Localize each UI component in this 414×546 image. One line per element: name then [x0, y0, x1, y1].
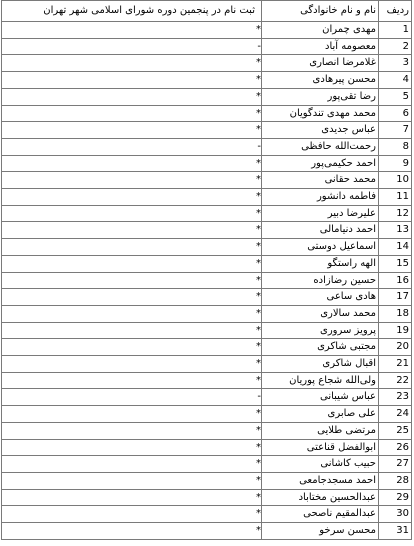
registration-mark: *	[256, 458, 261, 470]
row-index: 24	[379, 406, 412, 423]
row-status	[2, 356, 262, 373]
candidate-sheet	[1, 0, 412, 540]
row-index: 31	[379, 523, 412, 540]
row-status	[2, 289, 262, 306]
table-row	[2, 105, 412, 122]
row-status	[2, 305, 262, 322]
registration-mark: -	[257, 140, 261, 152]
row-name: حبیب کاشانی	[262, 456, 379, 473]
row-status	[2, 406, 262, 423]
table-row	[2, 55, 412, 72]
table-row	[2, 339, 412, 356]
row-status	[2, 222, 262, 239]
row-name: رحمت‌الله حافظی	[262, 138, 379, 155]
registration-mark: *	[256, 274, 261, 286]
row-status	[2, 172, 262, 189]
row-status	[2, 439, 262, 456]
table-row	[2, 122, 412, 139]
row-name: معصومه آباد	[262, 38, 379, 55]
row-name: عباس شیبانی	[262, 389, 379, 406]
row-status	[2, 105, 262, 122]
row-index: 23	[379, 389, 412, 406]
row-status	[2, 22, 262, 39]
row-name: عباس جدیدی	[262, 122, 379, 139]
row-status	[2, 272, 262, 289]
registration-mark: *	[256, 358, 261, 370]
row-name: علی صابری	[262, 406, 379, 423]
row-index: 14	[379, 239, 412, 256]
row-status	[2, 55, 262, 72]
row-index: 22	[379, 372, 412, 389]
row-index: 10	[379, 172, 412, 189]
row-index: 26	[379, 439, 412, 456]
row-name: محمد مهدی تندگویان	[262, 105, 379, 122]
row-index: 3	[379, 55, 412, 72]
row-name: احمد مسجدجامعی	[262, 472, 379, 489]
table-row	[2, 189, 412, 206]
row-index: 8	[379, 138, 412, 155]
table-row	[2, 172, 412, 189]
table-row	[2, 255, 412, 272]
row-index: 15	[379, 255, 412, 272]
row-index: 6	[379, 105, 412, 122]
row-index: 30	[379, 506, 412, 523]
row-index: 21	[379, 356, 412, 373]
row-name: محسن سرخو	[262, 523, 379, 540]
registration-mark: *	[256, 257, 261, 269]
row-index: 20	[379, 339, 412, 356]
row-name: حسین رضازاده	[262, 272, 379, 289]
row-name: غلامرضا انصاری	[262, 55, 379, 72]
row-status	[2, 489, 262, 506]
row-status	[2, 138, 262, 155]
row-status	[2, 322, 262, 339]
row-index: 17	[379, 289, 412, 306]
table-row	[2, 72, 412, 89]
table-row	[2, 289, 412, 306]
table-row	[2, 305, 412, 322]
registration-mark: *	[256, 157, 261, 169]
table-row	[2, 239, 412, 256]
row-name: علیرضا دبیر	[262, 205, 379, 222]
row-index: 11	[379, 189, 412, 206]
row-name: محمد سالاری	[262, 305, 379, 322]
row-name: مهدی چمران	[262, 22, 379, 39]
row-name: الهه راستگو	[262, 255, 379, 272]
row-index: 28	[379, 472, 412, 489]
registration-mark: *	[256, 424, 261, 436]
registration-mark: *	[256, 441, 261, 453]
row-name: هادی ساعی	[262, 289, 379, 306]
row-name: مرتضی طلایی	[262, 422, 379, 439]
row-index: 12	[379, 205, 412, 222]
row-index: 18	[379, 305, 412, 322]
row-index: 16	[379, 272, 412, 289]
row-status	[2, 255, 262, 272]
row-status	[2, 72, 262, 89]
row-index: 1	[379, 22, 412, 39]
registration-mark: *	[256, 341, 261, 353]
row-name: محمد حقانی	[262, 172, 379, 189]
table-body	[2, 22, 412, 540]
row-name: احمد حکیمی‌پور	[262, 155, 379, 172]
row-name: محسن پیرهادی	[262, 72, 379, 89]
row-index: 27	[379, 456, 412, 473]
row-status	[2, 155, 262, 172]
row-name: احمد دنیامالی	[262, 222, 379, 239]
registration-mark: *	[256, 24, 261, 35]
registration-mark: *	[256, 474, 261, 486]
row-index: 13	[379, 222, 412, 239]
row-status	[2, 339, 262, 356]
row-status	[2, 422, 262, 439]
row-index: 4	[379, 72, 412, 89]
row-status	[2, 205, 262, 222]
row-name: عبدالمقیم ناصحی	[262, 506, 379, 523]
row-index: 25	[379, 422, 412, 439]
row-index: 19	[379, 322, 412, 339]
row-name: عبدالحسین مختاباد	[262, 489, 379, 506]
row-name: مجتبی شاکری	[262, 339, 379, 356]
row-name: ابوالفضل قناعتی	[262, 439, 379, 456]
table-row	[2, 523, 412, 540]
row-status	[2, 389, 262, 406]
registration-mark: *	[256, 207, 261, 219]
table-row	[2, 389, 412, 406]
registration-mark: *	[256, 408, 261, 420]
registration-mark: *	[256, 174, 261, 186]
registration-mark: *	[256, 491, 261, 503]
row-name: پرویز سروری	[262, 322, 379, 339]
row-status	[2, 239, 262, 256]
table-row	[2, 372, 412, 389]
registration-mark: *	[256, 57, 261, 69]
row-index: 5	[379, 88, 412, 105]
registration-mark: *	[256, 107, 261, 119]
table-row	[2, 406, 412, 423]
table-row	[2, 272, 412, 289]
table-row	[2, 205, 412, 222]
row-name: اسماعیل دوستی	[262, 239, 379, 256]
table-row	[2, 22, 412, 39]
registration-mark: *	[256, 374, 261, 386]
row-name: ولی‌الله شجاع پوریان	[262, 372, 379, 389]
row-index: 2	[379, 38, 412, 55]
table-row	[2, 489, 412, 506]
registration-mark: *	[256, 307, 261, 319]
registration-mark: *	[256, 191, 261, 203]
row-name: فاطمه دانشور	[262, 189, 379, 206]
table-row	[2, 38, 412, 55]
row-status	[2, 88, 262, 105]
row-status	[2, 523, 262, 540]
table-row	[2, 456, 412, 473]
registration-mark: -	[257, 40, 261, 52]
row-index: 29	[379, 489, 412, 506]
row-name: رضا تقی‌پور	[262, 88, 379, 105]
registration-mark: *	[256, 324, 261, 336]
row-status	[2, 472, 262, 489]
table-row	[2, 138, 412, 155]
header-index: ردیف	[379, 1, 412, 22]
row-status	[2, 122, 262, 139]
row-index: 9	[379, 155, 412, 172]
registration-mark: *	[256, 508, 261, 520]
registration-mark: *	[256, 74, 261, 86]
header-name: نام و نام خانوادگی	[262, 1, 379, 22]
table-header-row	[2, 1, 412, 22]
candidate-table	[1, 0, 412, 540]
registration-mark: *	[256, 525, 261, 537]
row-status	[2, 456, 262, 473]
table-row	[2, 322, 412, 339]
table-row	[2, 506, 412, 523]
registration-mark: *	[256, 224, 261, 236]
header-status: ثبت نام در پنجمین دوره شورای اسلامی شهر تهران	[2, 1, 262, 22]
row-status	[2, 38, 262, 55]
table-row	[2, 356, 412, 373]
table-row	[2, 155, 412, 172]
row-index: 7	[379, 122, 412, 139]
registration-mark: -	[257, 391, 261, 403]
row-name: اقبال شاکری	[262, 356, 379, 373]
registration-mark: *	[256, 291, 261, 303]
row-status	[2, 189, 262, 206]
table-row	[2, 472, 412, 489]
table-row	[2, 422, 412, 439]
row-status	[2, 372, 262, 389]
table-row	[2, 439, 412, 456]
registration-mark: *	[256, 241, 261, 253]
table-row	[2, 88, 412, 105]
row-status	[2, 506, 262, 523]
registration-mark: *	[256, 90, 261, 102]
table-row	[2, 222, 412, 239]
registration-mark: *	[256, 124, 261, 136]
